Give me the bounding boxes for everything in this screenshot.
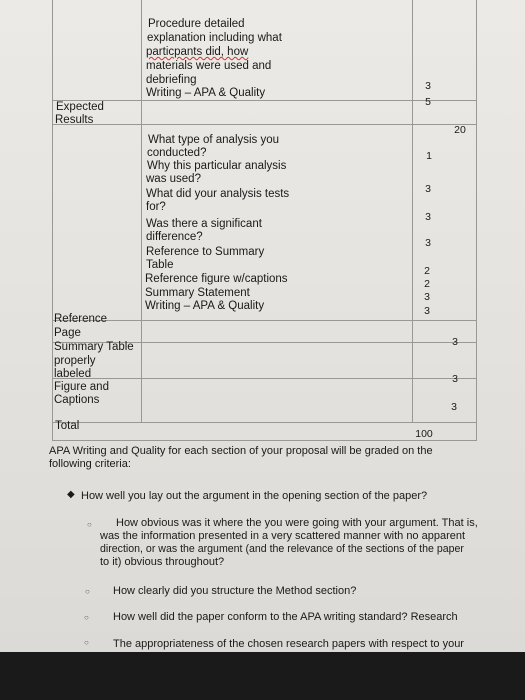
figure-label-1: Figure and <box>54 381 109 393</box>
dark-background <box>0 652 525 700</box>
expected-item-line-10: Table <box>146 259 174 271</box>
expected-item-line-11: Reference figure w/captions <box>145 273 288 285</box>
total-label: Total <box>55 420 80 432</box>
expected-item-line-6: for? <box>146 201 166 213</box>
table-column-divider-2 <box>412 0 413 422</box>
procedure-points-2: 5 <box>425 96 431 108</box>
expected-points-5: 2 <box>424 265 430 277</box>
criteria-main-bullet: How well you lay out the argument in the opening section of the paper? <box>81 490 428 502</box>
expected-item-line-13: Writing – APA & Quality <box>145 300 265 312</box>
expected-item-line-3: Why this particular analysis <box>147 160 287 172</box>
expected-item-line-2: conducted? <box>147 147 207 159</box>
expected-points-3: 3 <box>425 211 431 223</box>
expected-results-total: 20 <box>454 124 466 136</box>
procedure-line-2: explanation including what <box>147 32 282 44</box>
circle-bullet-icon-3: ○ <box>84 613 89 622</box>
expected-points-1: 1 <box>426 150 432 162</box>
reference-points: 3 <box>452 336 458 348</box>
circle-bullet-icon-4: ○ <box>84 638 89 647</box>
expected-results-label-2: Results <box>55 114 94 126</box>
criteria-sub1-line-2: was the information presented in a very scattered manner with no apparent <box>100 530 466 542</box>
expected-item-line-12: Summary Statement <box>145 287 250 299</box>
expected-points-8: 3 <box>424 305 430 317</box>
table-column-divider-1 <box>141 0 142 422</box>
expected-item-line-5: What did your analysis tests <box>146 188 290 200</box>
figure-points: 3 <box>451 401 457 413</box>
expected-points-7: 3 <box>424 291 430 303</box>
expected-points-4: 3 <box>425 237 431 249</box>
circle-bullet-icon-1: ○ <box>87 520 92 529</box>
reference-label-1: Reference <box>54 313 108 325</box>
row-divider-expected-end <box>52 320 477 321</box>
criteria-sub4: The appropriateness of the chosen research papers with respect to your <box>113 638 464 650</box>
summary-table-label-3: labeled <box>54 368 92 380</box>
diamond-bullet-icon: ◆ <box>67 489 75 500</box>
expected-item-line-1: What type of analysis you <box>148 134 280 146</box>
table-left-border <box>52 0 53 440</box>
criteria-sub1-line-3: direction, or was the argument (and the relevance of the sections of the paper <box>100 543 464 555</box>
row-divider-summary-table <box>52 378 477 379</box>
expected-item-line-4: was used? <box>146 173 201 185</box>
expected-item-line-8: difference? <box>146 231 203 243</box>
procedure-points-1: 3 <box>425 80 431 92</box>
reference-label-2: Page <box>54 327 81 339</box>
criteria-sub1-line-1: How obvious was it where the you were going with your argument. That is, <box>116 517 478 529</box>
row-divider-expected <box>52 124 477 125</box>
row-divider-figure <box>52 422 477 423</box>
summary-table-label-1: Summary Table <box>54 341 134 353</box>
procedure-line-3: particpants did, how <box>146 46 249 58</box>
criteria-sub3: How well did the paper conform to the APA writing standard? Research <box>113 611 458 623</box>
figure-label-2: Captions <box>54 394 100 406</box>
criteria-intro-line-2: following criteria: <box>49 458 131 470</box>
expected-item-line-7: Was there a significant <box>146 218 262 230</box>
expected-results-label-1: Expected <box>56 101 104 113</box>
criteria-sub2: How clearly did you structure the Method section? <box>113 585 357 597</box>
circle-bullet-icon-2: ○ <box>85 587 90 596</box>
table-right-border <box>476 0 477 440</box>
expected-points-6: 2 <box>424 278 430 290</box>
total-value: 100 <box>415 428 433 440</box>
procedure-line-5: debriefing <box>146 74 197 86</box>
procedure-line-1: Procedure detailed <box>148 18 245 30</box>
row-divider-procedure <box>52 100 477 101</box>
procedure-line-6: Writing – APA & Quality <box>146 87 266 99</box>
expected-points-2: 3 <box>425 183 431 195</box>
row-divider-total <box>52 440 477 441</box>
summary-table-points: 3 <box>452 373 458 385</box>
criteria-intro-line-1: APA Writing and Quality for each section of your proposal will be graded on the <box>49 445 433 457</box>
expected-item-line-9: Reference to Summary <box>146 246 265 258</box>
summary-table-label-2: properly <box>54 355 96 367</box>
criteria-sub1-line-4: to it) obvious throughout? <box>100 556 225 568</box>
procedure-line-4: materials were used and <box>146 60 272 72</box>
